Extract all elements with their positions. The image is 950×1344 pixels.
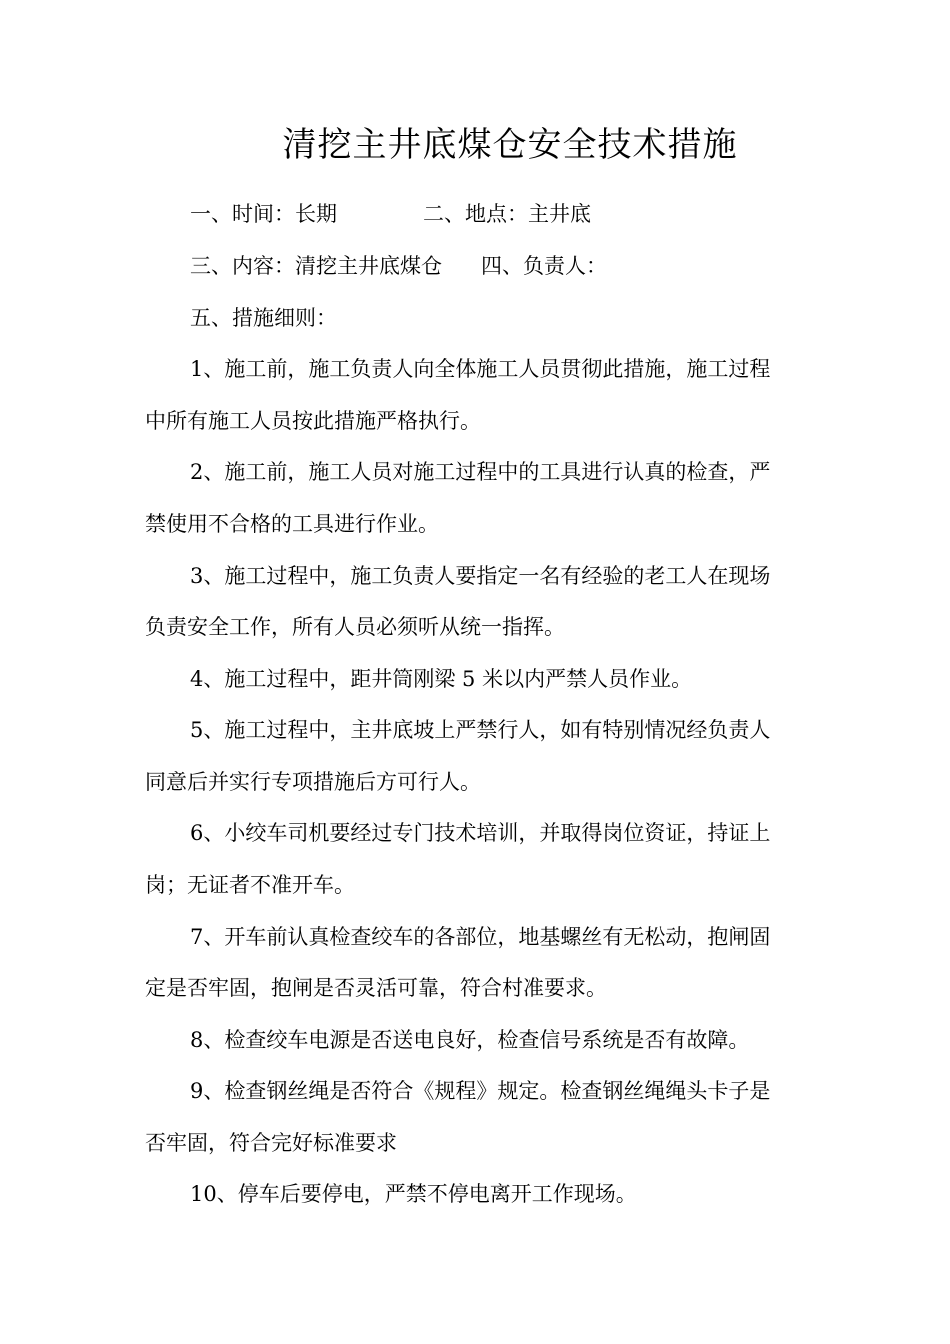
responsible-label: 四、负责人： — [481, 254, 607, 278]
paragraph-1-line-1: 1、施工前，施工负责人向全体施工人员贯彻此措施，施工过程 — [190, 357, 771, 381]
paragraph-6-line-2: 岗；无证者不准开车。 — [145, 873, 355, 897]
paragraph-6-line-1: 6、小绞车司机要经过专门技术培训，并取得岗位资证，持证上 — [190, 821, 771, 845]
header-row-2 — [190, 251, 810, 281]
paragraph-9-line-1: 9、检查钢丝绳是否符合《规程》规定。检查钢丝绳绳头卡子是 — [190, 1079, 771, 1103]
paragraph-7-line-1: 7、开车前认真检查绞车的各部位，地基螺丝有无松动，抱闸固 — [190, 925, 771, 949]
paragraph-10-line-1: 10、停车后要停电，严禁不停电离开工作现场。 — [190, 1182, 637, 1206]
content-label: 三、内容：清挖主井底煤仓 — [190, 254, 442, 278]
paragraph-4-line-1: 4、施工过程中，距井筒刚梁 5 米以内严禁人员作业。 — [190, 667, 693, 691]
paragraph-8-line-1: 8、检查绞车电源是否送电良好，检查信号系统是否有故障。 — [190, 1028, 750, 1052]
header-row-1 — [190, 199, 810, 229]
paragraph-5-line-2: 同意后并实行专项措施后方可行人。 — [145, 770, 481, 794]
location-label: 二、地点：主井底 — [423, 202, 591, 226]
time-label: 一、时间：长期 — [190, 202, 337, 226]
document-title: 清挖主井底煤仓安全技术措施 — [282, 125, 738, 165]
paragraph-2-line-1: 2、施工前，施工人员对施工过程中的工具进行认真的检查，严 — [190, 460, 771, 484]
paragraph-1-line-2: 中所有施工人员按此措施严格执行。 — [145, 409, 481, 433]
paragraph-3-line-1: 3、施工过程中，施工负责人要指定一名有经验的老工人在现场 — [190, 564, 771, 588]
paragraph-7-line-2: 定是否牢固，抱闸是否灵活可靠，符合村准要求。 — [145, 976, 607, 1000]
paragraph-5-line-1: 5、施工过程中，主井底坡上严禁行人，如有特别情况经负责人 — [190, 718, 771, 742]
paragraph-9-line-2: 否牢固，符合完好标准要求 — [145, 1131, 397, 1155]
paragraph-2-line-2: 禁使用不合格的工具进行作业。 — [145, 512, 439, 536]
paragraph-3-line-2: 负责安全工作，所有人员必须听从统一指挥。 — [145, 615, 565, 639]
measures-heading: 五、措施细则： — [190, 306, 337, 330]
